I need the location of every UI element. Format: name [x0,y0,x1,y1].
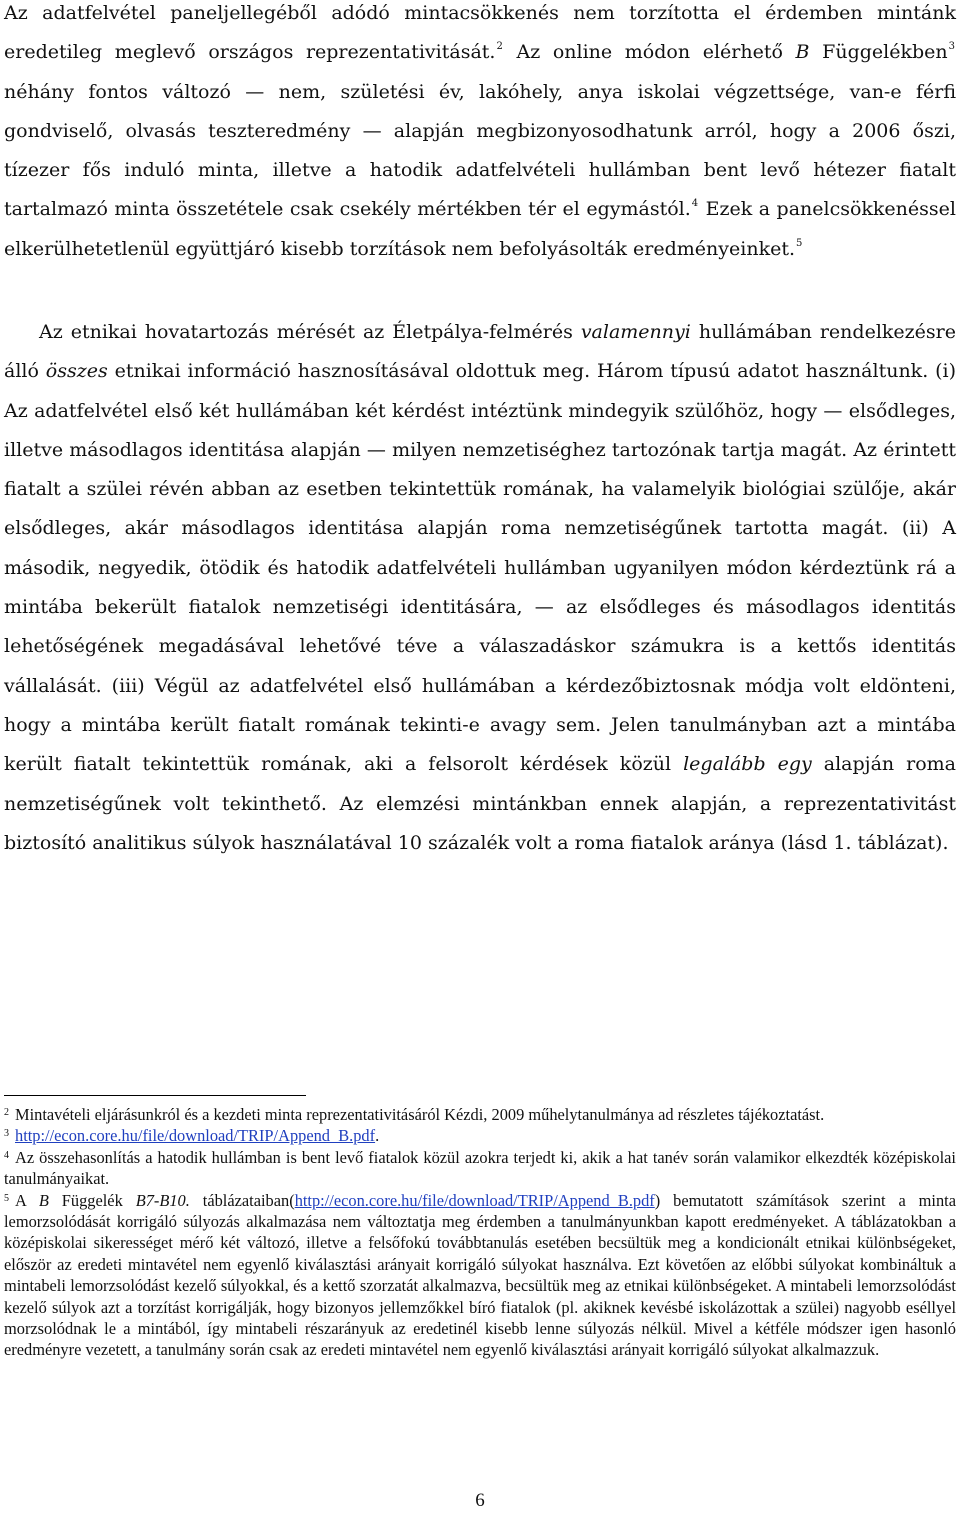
footnote-number: 5 [4,1192,9,1204]
footnote-ref-2[interactable]: 2 [496,41,503,53]
text-run: Az etnikai hovatartozás mérését az Életpálya-felmérés [39,321,581,343]
footnote-number: 3 [4,1128,9,1140]
sentence: Ezek a panelcsökkenéssel elkerülhetetlenül együttjáró kisebb torzítások nem befolyásolták eredményeinket. [4,198,956,260]
footnote-text: ) bemutatott számítások szerint a minta lemorzsolódását korrigáló súlyozás alkalmazása nem változtatja meg érdemben a tanulmányunkban kapott eredményeket. A táblázatokban a középiskolai sikerességet mérő két változó, illetve a felsőfokú továbbtanulás esetében becsültük meg a kondicionált etnikai különbségeket, először az eredeti mintavétel nem egyenlő kiválasztási arányait korrigáló súlyokat használva. Ezt követően az előbbi súlyokat kombináltuk a mintabeli lemorzsolódást kezelő súlyokkal, és a kettő szorzatát alkalmazva, becsültük meg az etnikai különbségeket. A mintabeli lemorzsolódást kezelő súlyok azt a torzítást korrigálják, hogy bizonyos jellemzőkkel bíró fiatalok (pl. akiknek kevésbé iskolázottak a szülei) nagyobb eséllyel morzsolódnak le a mintából, így mintabeli részarányuk az eredetinél kisebb lenne súlyozás nélkül. Mivel a kétféle módszer igen hasonló eredményre vezetett, a tanulmány során csak az eredeti mintavétel nem egyenlő kiválasztási arányait korrigáló súlyokat alkalmazzuk. [4,1190,956,1360]
footnotes [4,1104,956,1361]
footnote-3 [4,1125,956,1146]
appendix-letter: B [38,1190,49,1210]
sentence: Az online módon elérhető [503,41,796,64]
footnote-divider [4,1095,306,1096]
text-run: etnikai információ hasznosításával oldottuk meg. Három típusú adatot használtunk. (i) Az adatfelvétel első két hullámában két kérdést intéztünk mindegyik szülőhöz, hogy — elsődleges, illetve másodlagos identitása alapján — milyen nemzetiséghez tartozónak tartja magát. Az érintett fiatalt a szülei révén abban az esetben tekintettük romának, ha valamelyik biológiai szülője, akár elsődleges, akár másodlagos identitása alapján roma nemzetiségűnek tartotta magát. (ii) A második, negyedik, ötödik és hatodik adatfelvételi hullámban ugyanilyen módon kérdeztünk rá a mintába bekerült fiatalok nemzetiségi identitására, — az elsődleges és másodlagos identitás lehetőségének megadásával lehetővé téve a válaszadáskor számukra is a kettős identitás vállalását. (iii) Végül az adatfelvétel első hullámában a kérdezőbiztosnak módja volt eldönteni, hogy a mintába került fiatalt romának tekinti-e avagy sem. Jelen tanulmányban azt a mintába került fiatalt tekintettük romának, aki a felsorolt kérdések közül [4,360,956,776]
footnote-text: Mintavételi eljárásunkról és a kezdeti minta reprezentativitásáról Kézdi, 2009 műhelytanulmánya ad részletes tájékoztatást. [15,1105,825,1124]
footnote-ref-5[interactable]: 5 [796,237,803,249]
footnote-text: A [15,1190,39,1210]
sentence: néhány fontos változó — nem, születési év, lakóhely, anya iskolai végzettsége, van-e férfi gondviselő, olvasás teszteredmény — alapján megbizonyosodhatunk arról, hogy a 2006 őszi, tízezer fős induló minta, illetve a hatodik adatfelvételi hullámban bent levő hétezer fiatalt tartalmazó minta összetétele csak csekély mértékben tér el egymástól. [4,80,956,221]
footnote-text: táblázataiban( [189,1190,295,1210]
paragraph-representativeness [4,0,956,269]
emphasis: összes [45,360,108,383]
appendix-letter: B [795,41,810,64]
footnote-2 [4,1104,956,1125]
emphasis: legalább egy [683,753,812,776]
text-run: alapján roma nemzetiségűnek volt tekinthető. Az elemzési mintánkban ennek alapján, a reprezentativitást biztosító analitikus súlyok használatával 10 százalék volt a roma fiatalok aránya (lásd 1. táblázat). [4,753,956,854]
appendix-link[interactable]: http://econ.core.hu/file/download/TRIP/Append_B.pdf [294,1190,655,1210]
sentence: Függelékben [809,41,948,64]
footnote-4 [4,1147,956,1190]
text-run: hullámában rendelkezésre álló [4,321,956,383]
paragraph-ethnicity-measurement [4,313,956,863]
table-range: B7-B10. [135,1190,190,1210]
footnote-text: Függelék [48,1190,136,1210]
appendix-link[interactable]: http://econ.core.hu/file/download/TRIP/Append_B.pdf [15,1126,376,1146]
footnote-text: . [375,1126,380,1146]
footnote-text: Az összehasonlítás a hatodik hullámban is bent levő fiatalok közül azokra terjedt ki, akik a hat tanév során valamikor elkezdték középiskolai tanulmányaikat. [4,1147,956,1189]
footnote-number: 2 [4,1107,9,1118]
emphasis: valamennyi [580,321,691,343]
footnote-ref-4[interactable]: 4 [691,198,699,210]
footnote-number: 4 [4,1149,9,1161]
page-number: 6 [475,1490,485,1511]
footnote-ref-3[interactable]: 3 [948,41,955,53]
footnote-5 [4,1190,956,1361]
sentence: Az adatfelvétel paneljellegéből adódó mintacsökkenés nem torzította el érdemben mintánk eredetileg meglevő országos reprezentativitását. [4,2,956,64]
